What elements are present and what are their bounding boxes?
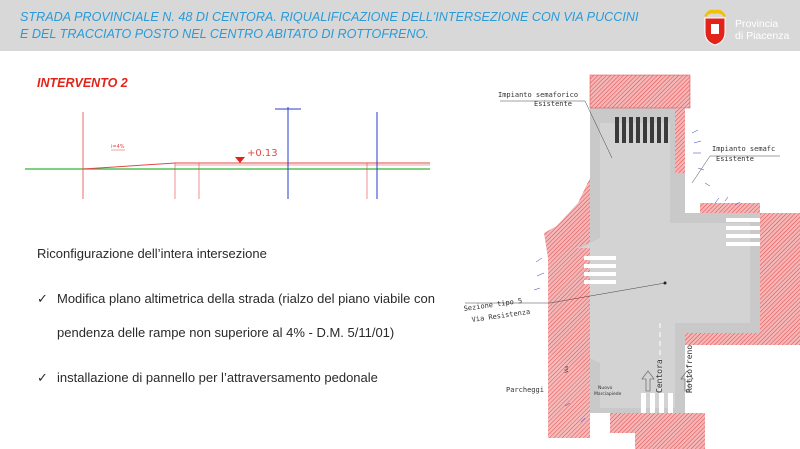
logo-line-2: di Piacenza bbox=[735, 30, 790, 42]
bullet-item bbox=[37, 282, 457, 350]
logo-text bbox=[735, 18, 789, 42]
bullet-list bbox=[37, 282, 457, 386]
label-semaforo-1a: Impianto semaforico bbox=[498, 91, 579, 99]
bullet-item bbox=[37, 370, 457, 386]
label-centora: Centora bbox=[655, 359, 664, 393]
crest-icon bbox=[702, 6, 728, 46]
bullet-text: installazione di pannello per l’attraversamento pedonale bbox=[57, 370, 378, 385]
label-semaforo-2a: Impianto semafc bbox=[712, 145, 776, 153]
label-semaforo-2b: Esistente bbox=[716, 155, 754, 163]
checkmark-icon: ✓ bbox=[37, 291, 48, 306]
label-nuovo-b: Marciapiede bbox=[594, 392, 622, 397]
checkmark-icon: ✓ bbox=[37, 370, 48, 385]
intersection-plan bbox=[460, 73, 800, 449]
label-sezione-a: Sezione tipo 5 bbox=[463, 296, 523, 313]
intro-text: Riconfigurazione dell’intera intersezione bbox=[37, 246, 267, 261]
title-line-2: E DEL TRACCIATO POSTO NEL CENTRO ABITATO DI ROTTOFRENO. bbox=[20, 26, 429, 41]
section-label: INTERVENTO 2 bbox=[37, 76, 128, 90]
slide-title bbox=[20, 9, 700, 42]
label-semaforo-1b: Esistente bbox=[534, 100, 572, 108]
label-via: Via bbox=[565, 366, 570, 373]
provincia-logo bbox=[694, 2, 798, 49]
label-sezione-b: Via Resistenza bbox=[471, 307, 531, 324]
bullet-text: Modifica plano altimetrica della strada (rialzo del piano viabile con pendenza delle rampe non superiore al 4% - D.M. 5/11/01) bbox=[57, 291, 435, 340]
label-parcheggi: Parcheggi bbox=[506, 386, 544, 394]
longitudinal-profile bbox=[25, 104, 430, 199]
slope-label: i=4% bbox=[111, 144, 125, 150]
title-line-1: STRADA PROVINCIALE N. 48 DI CENTORA. RIQUALIFICAZIONE DELL'INTERSEZIONE CON VIA PUCCINI bbox=[20, 10, 639, 24]
elevation-label: +0.13 bbox=[247, 148, 278, 159]
logo-line-1: Provincia bbox=[735, 18, 779, 30]
label-rottofreno: Rottofreno bbox=[685, 344, 694, 393]
header-band bbox=[0, 0, 800, 51]
label-nuovo-a: Nuovo bbox=[598, 386, 613, 391]
